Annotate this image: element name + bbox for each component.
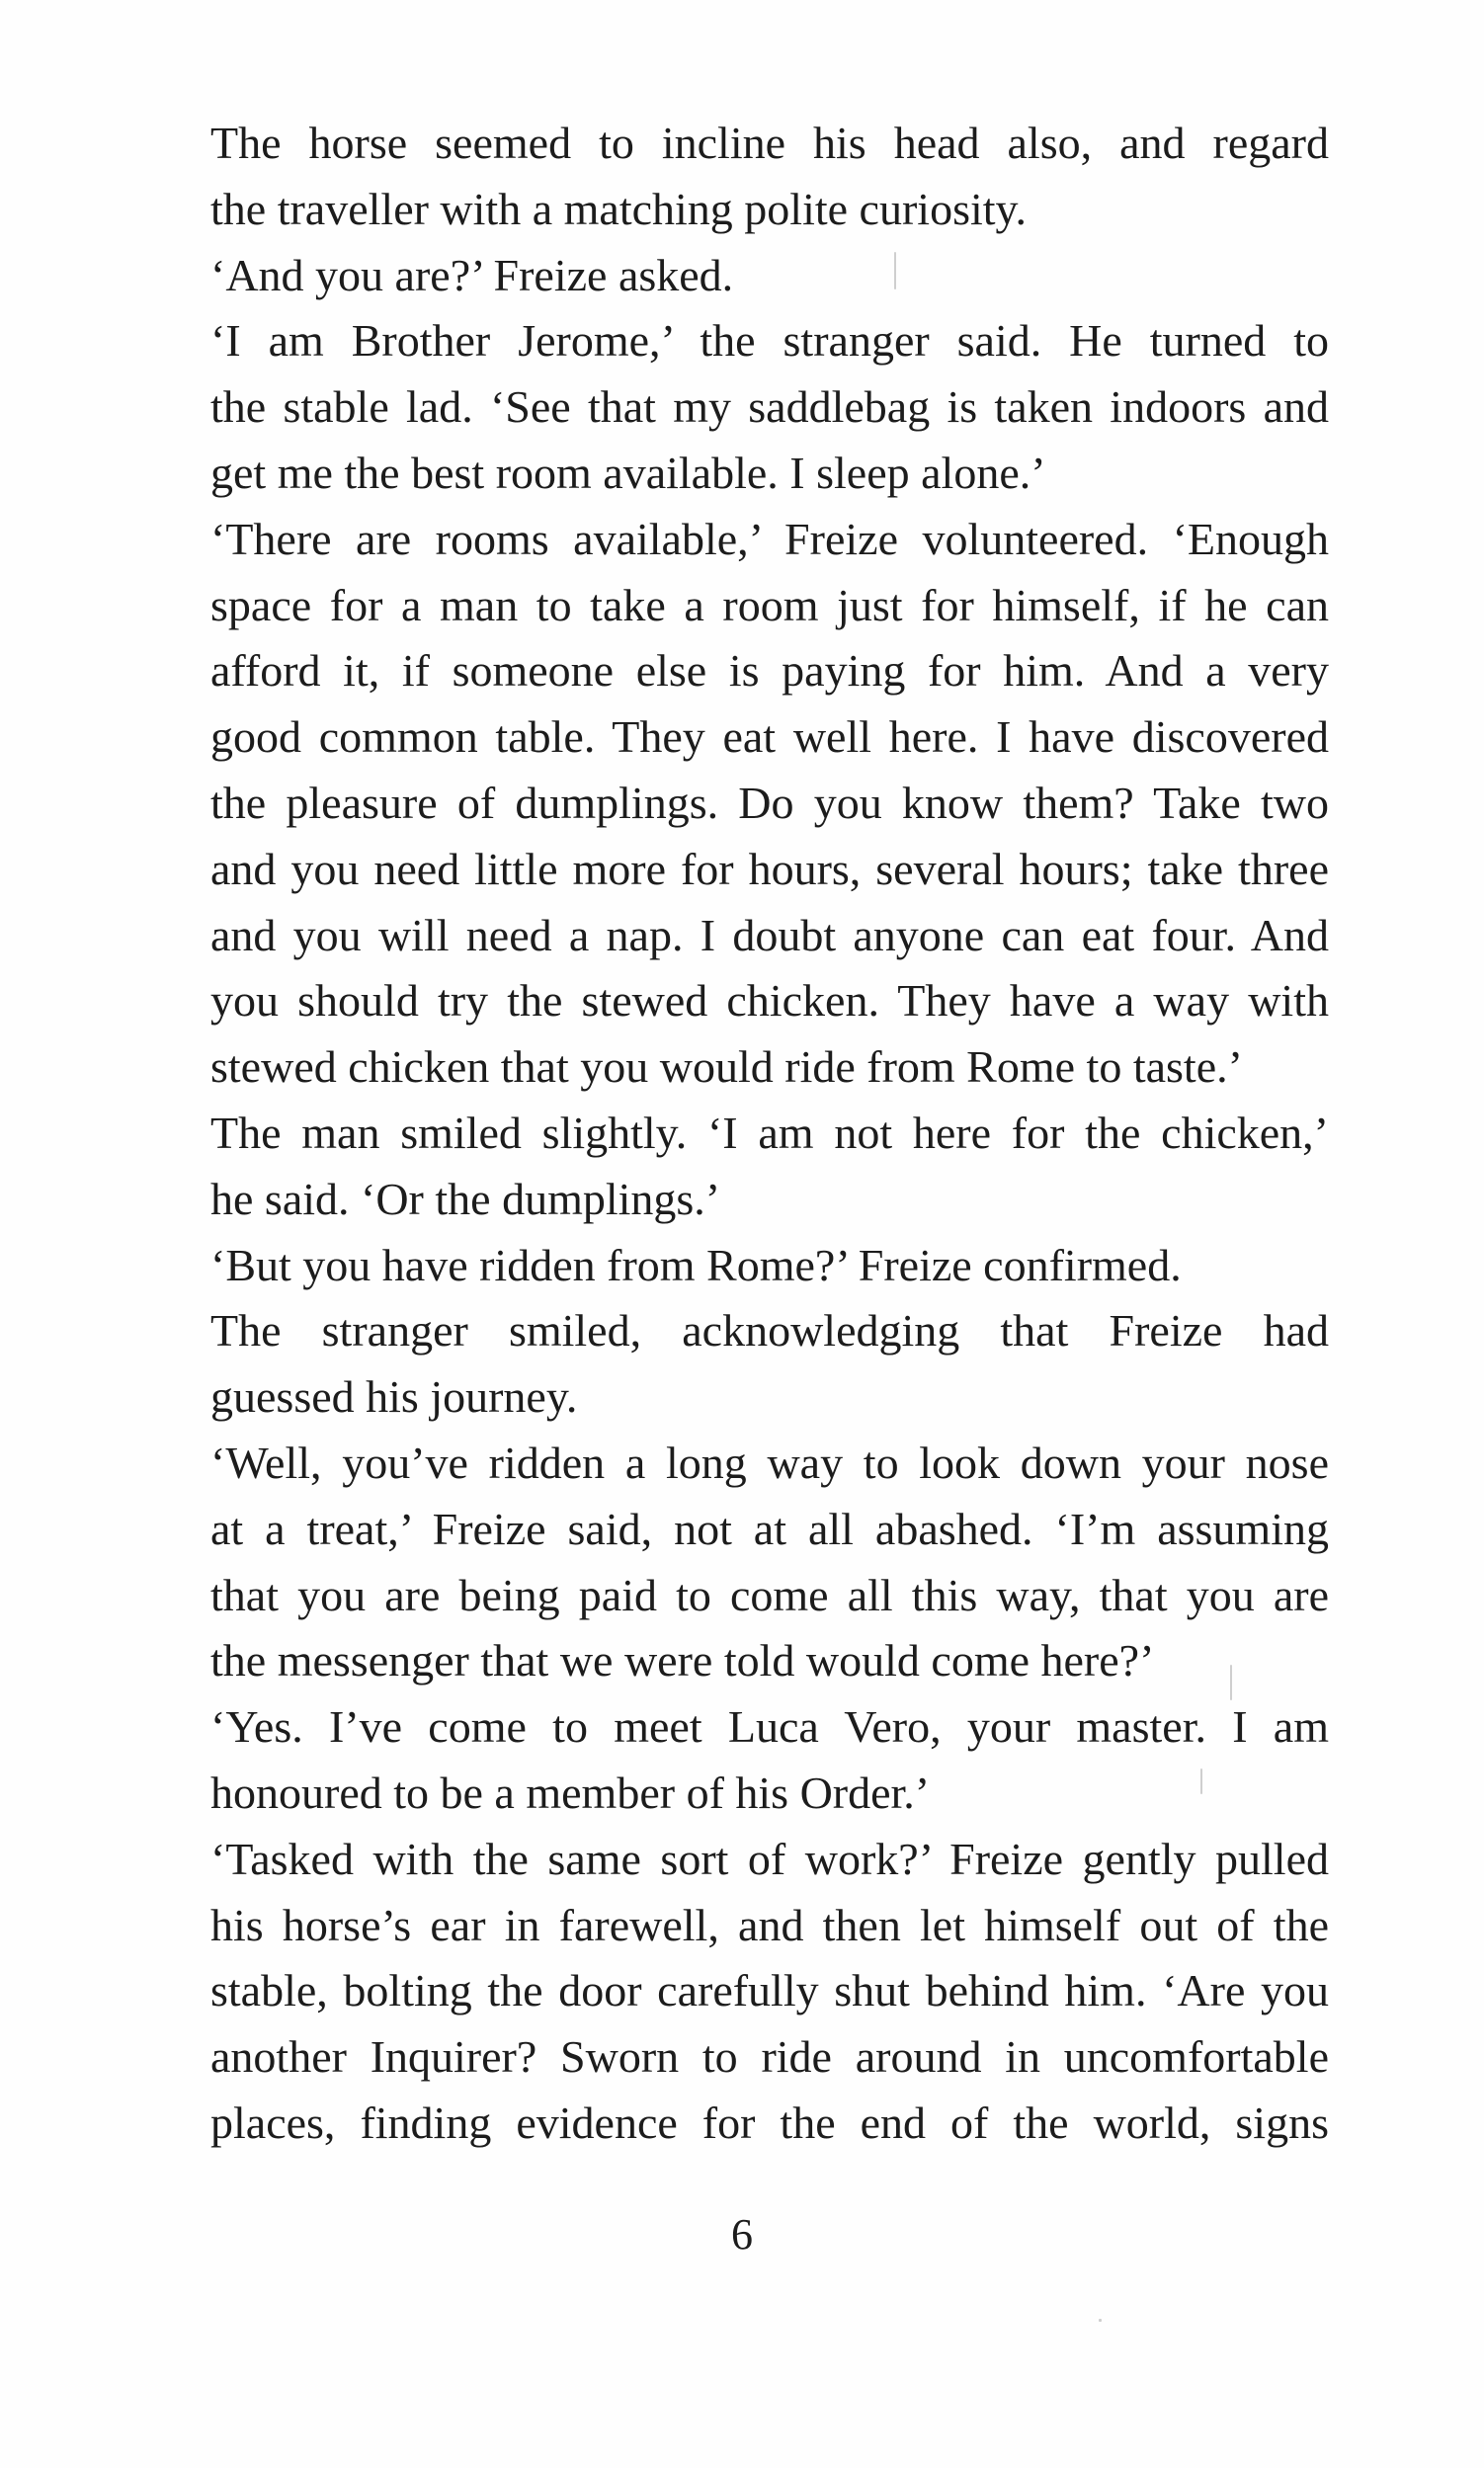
text-line: ‘And you are?’ Freize asked. bbox=[210, 249, 734, 300]
text-line: stable, bolting the door carefully shut behind him. ‘Are you bbox=[210, 1965, 1329, 2016]
text-line: and you will need a nap. I doubt anyone can eat four. And bbox=[210, 909, 1329, 960]
text-line: afford it, if someone else is paying for him. And a very bbox=[210, 645, 1329, 697]
scan-speck bbox=[1200, 1769, 1202, 1794]
text-line: ‘There are rooms available,’ Freize volunteered. ‘Enough bbox=[210, 513, 1329, 564]
text-line: you should try the stewed chicken. They have a way with bbox=[210, 975, 1329, 1027]
paragraph bbox=[163, 1431, 1329, 1694]
text-line: get me the best room available. I sleep alone.’ bbox=[210, 447, 1046, 498]
paragraph bbox=[163, 507, 1329, 1101]
text-line: The horse seemed to incline his head also, and regard bbox=[210, 118, 1329, 168]
text-line: his horse’s ear in farewell, and then let himself out of the bbox=[210, 1899, 1329, 1950]
text-line: at a treat,’ Freize said, not at all abashed. ‘I’m assuming bbox=[210, 1503, 1329, 1554]
text-line: stewed chicken that you would ride from Rome to taste.’ bbox=[210, 1041, 1243, 1093]
paragraph bbox=[163, 111, 1329, 243]
paragraph bbox=[163, 1298, 1329, 1431]
text-line: ‘Tasked with the same sort of work?’ Freize gently pulled bbox=[210, 1833, 1329, 1884]
text-line: the messenger that we were told would come here?’ bbox=[210, 1635, 1155, 1686]
paragraph bbox=[163, 243, 1329, 309]
text-line: ‘Yes. I’ve come to meet Luca Vero, your master. I am bbox=[210, 1701, 1329, 1753]
text-line: space for a man to take a room just for himself, if he can bbox=[210, 579, 1329, 630]
text-line: the pleasure of dumplings. Do you know them? Take two bbox=[210, 777, 1329, 828]
text-line: that you are being paid to come all this way, that you are bbox=[210, 1569, 1329, 1620]
text-line: and you need little more for hours, several hours; take three bbox=[210, 843, 1329, 894]
paragraph bbox=[163, 1101, 1329, 1233]
text-line: the traveller with a matching polite curiosity. bbox=[210, 183, 1028, 234]
text-line: places, finding evidence for the end of the world, signs bbox=[210, 2097, 1329, 2148]
text-line: The stranger smiled, acknowledging that Freize had bbox=[210, 1305, 1329, 1357]
body-text bbox=[163, 111, 1329, 2157]
scan-speck bbox=[1230, 1665, 1232, 1700]
paragraph bbox=[163, 1827, 1329, 2157]
scan-speck bbox=[894, 252, 896, 289]
text-line: The man smiled slightly. ‘I am not here for the chicken,’ bbox=[210, 1107, 1329, 1158]
page-number: 6 bbox=[731, 2210, 753, 2259]
text-line: guessed his journey. bbox=[210, 1371, 578, 1423]
text-line: ‘I am Brother Jerome,’ the stranger said. He turned to bbox=[210, 315, 1329, 367]
text-line: good common table. They eat well here. I have discovered bbox=[210, 711, 1329, 763]
paragraph bbox=[163, 1694, 1329, 1827]
paragraph bbox=[163, 1233, 1329, 1299]
text-line: honoured to be a member of his Order.’ bbox=[210, 1767, 931, 1818]
scan-speck bbox=[1099, 2319, 1102, 2322]
text-line: he said. ‘Or the dumplings.’ bbox=[210, 1173, 721, 1224]
text-line: the stable lad. ‘See that my saddlebag is taken indoors and bbox=[210, 381, 1329, 433]
text-line: ‘But you have ridden from Rome?’ Freize confirmed. bbox=[210, 1239, 1182, 1290]
text-line: another Inquirer? Sworn to ride around in uncomfortable bbox=[210, 2031, 1329, 2083]
text-line: ‘Well, you’ve ridden a long way to look down your nose bbox=[210, 1437, 1329, 1488]
paragraph bbox=[163, 308, 1329, 506]
